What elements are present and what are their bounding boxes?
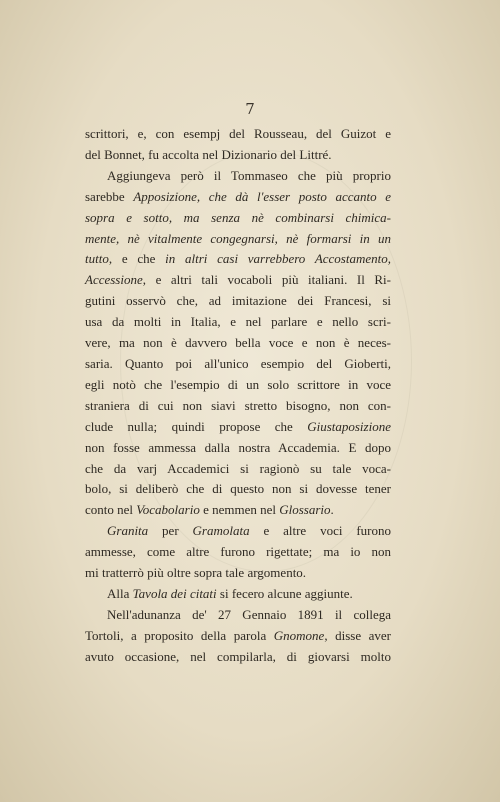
italic-run: sopra e sotto, ma senza nè combinarsi chimica- <box>85 209 391 225</box>
italic-run: mente, nè vitalmente congegnarsi, nè formarsi in un <box>85 230 391 246</box>
italic-run: Giustaposizione <box>307 418 391 434</box>
text-run: , e che <box>108 251 166 267</box>
text-line-content: bolo, si deliberò che di questo non si dovesse tener <box>85 481 391 497</box>
text-line-content: mi tratterrò più oltre sopra tale argomento. <box>85 565 307 581</box>
text-line <box>85 584 391 605</box>
text-run: per <box>148 523 193 539</box>
text-run: conto nel <box>85 502 137 518</box>
text-line <box>85 333 391 354</box>
text-line <box>85 542 391 563</box>
italic-run: in altri casi varrebbero Accostamento, <box>165 251 391 267</box>
text-line <box>85 270 391 291</box>
text-line <box>85 647 391 668</box>
text-line <box>85 563 391 584</box>
text-line-content: straniera di cui non siavi stretto bisogno, non con- <box>85 397 391 413</box>
body-text <box>85 124 391 668</box>
text-run: . <box>330 502 334 518</box>
text-line <box>85 145 391 166</box>
text-run: Aggiungeva però il Tommaseo che più proprio <box>107 167 391 183</box>
text-run: e altre voci furono <box>249 523 391 539</box>
text-run: si fecero alcune aggiunte. <box>216 585 353 601</box>
text-line <box>85 124 391 145</box>
italic-run: Gnomone <box>273 627 325 643</box>
text-line-content: egli notò che l'esempio di un solo scrittore in voce <box>85 376 391 392</box>
text-line <box>85 354 391 375</box>
text-run: , disse aver <box>324 627 392 643</box>
italic-run: Vocabolario <box>136 502 200 518</box>
text-line <box>85 166 391 187</box>
text-run: e nemmen nel <box>199 502 280 518</box>
text-line <box>85 417 391 438</box>
text-line-content: del Bonnet, fu accolta nel Dizionario del Littré. <box>85 146 332 162</box>
text-line-content: gutini osservò che, ad imitazione dei Francesi, si <box>85 293 391 309</box>
italic-run: Tavola dei citati <box>132 585 217 601</box>
text-line-content: Nell'adunanza de' 27 Gennaio 1891 il collega <box>107 606 391 622</box>
text-line <box>85 312 391 333</box>
text-line <box>85 291 391 312</box>
italic-run: tutto <box>85 251 109 267</box>
text-line <box>85 229 391 250</box>
text-line-content: che da varj Accademici si ragionò su tale voca- <box>85 460 391 476</box>
text-line <box>85 375 391 396</box>
italic-run: Apposizione, che dà l'esser posto accanto e <box>133 188 392 204</box>
text-line-content: avuto occasione, nel compilarla, di giovarsi molto <box>85 648 391 664</box>
italic-run: Granita <box>107 523 149 539</box>
text-line <box>85 479 391 500</box>
text-run: , e altri tali vocaboli più italiani. Il Ri- <box>142 272 391 288</box>
text-line <box>85 187 391 208</box>
text-run: Alla <box>107 585 133 601</box>
page-number: 7 <box>245 100 255 118</box>
text-line-content: saria. Quanto poi all'unico esempio del Gioberti, <box>85 355 391 371</box>
text-line <box>85 521 391 542</box>
text-line <box>85 249 391 270</box>
text-line-content: scrittori, e, con esempj del Rousseau, del Guizot e <box>85 126 391 141</box>
text-run: sarebbe <box>85 188 134 204</box>
text-line <box>85 500 391 521</box>
text-line <box>85 459 391 480</box>
italic-run: Gramolata <box>192 523 250 539</box>
text-line-content: usa da molti in Italia, e nel parlare e nello scri- <box>85 314 391 330</box>
text-run: Tortoli, a proposito della parola <box>85 627 274 643</box>
text-line <box>85 605 391 626</box>
italic-run: Glossario <box>279 502 331 518</box>
text-line-content: non fosse ammessa dalla nostra Accademia. E dopo <box>85 439 391 455</box>
text-line <box>85 438 391 459</box>
text-run: clude nulla; quindi propose che <box>85 418 308 434</box>
text-line <box>85 396 391 417</box>
text-line <box>85 626 391 647</box>
text-line-content: ammesse, come altre furono rigettate; ma io non <box>85 544 391 560</box>
italic-run: Accessione <box>85 272 143 288</box>
text-line <box>85 208 391 229</box>
text-line-content: vere, ma non è davvero bella voce e non è neces- <box>85 335 391 351</box>
